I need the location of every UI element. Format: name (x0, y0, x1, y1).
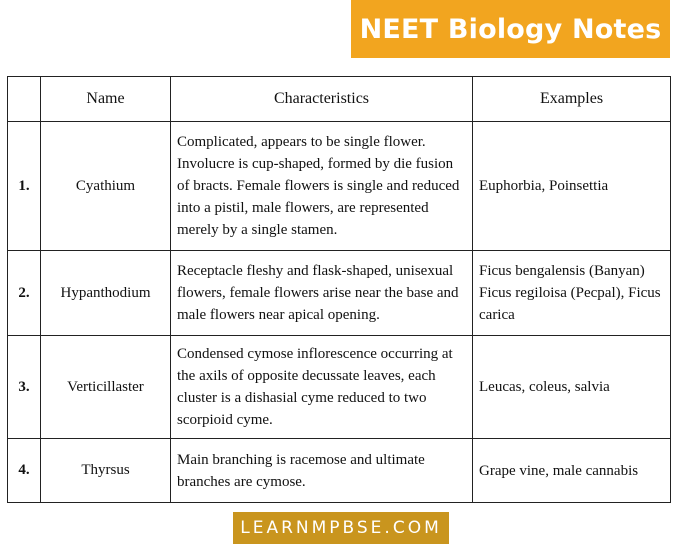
table-row (8, 251, 671, 336)
row-number: 2. (8, 251, 41, 336)
row-number: 1. (8, 122, 41, 251)
header-examples: Examples (473, 77, 671, 122)
row-characteristics: Receptacle fleshy and flask-shaped, unisexual flowers, female flowers arise near the base and male flowers near apical opening. (171, 251, 473, 336)
row-name: Thyrsus (41, 439, 171, 503)
row-examples: Leucas, coleus, salvia (473, 336, 671, 439)
row-characteristics: Main branching is racemose and ultimate branches are cymose. (171, 439, 473, 503)
site-watermark: LEARNMPBSE.COM (233, 512, 449, 544)
row-characteristics: Complicated, appears to be single flower. Involucre is cup-shaped, formed by die fusion of bracts. Female flowers is single and reduced into a pistil, male flowers, are represented merely by a single stamen. (171, 122, 473, 251)
row-examples: Ficus bengalensis (Banyan) Ficus regiloisa (Pecpal), Ficus carica (473, 251, 671, 336)
table-row (8, 122, 671, 251)
row-number: 3. (8, 336, 41, 439)
row-examples: Euphorbia, Poinsettia (473, 122, 671, 251)
inflorescence-table (7, 76, 671, 503)
row-characteristics: Condensed cymose inflorescence occurring at the axils of opposite decussate leaves, each cluster is a dishasial cyme reduced to two scorpioid cyme. (171, 336, 473, 439)
row-name: Verticillaster (41, 336, 171, 439)
header-name: Name (41, 77, 171, 122)
header-num (8, 77, 41, 122)
row-name: Hypanthodium (41, 251, 171, 336)
row-name: Cyathium (41, 122, 171, 251)
row-number: 4. (8, 439, 41, 503)
table-header-row (8, 77, 671, 122)
table-row (8, 336, 671, 439)
header-characteristics: Characteristics (171, 77, 473, 122)
row-examples: Grape vine, male cannabis (473, 439, 671, 503)
banner-title: NEET Biology Notes (351, 0, 670, 58)
table-row (8, 439, 671, 503)
